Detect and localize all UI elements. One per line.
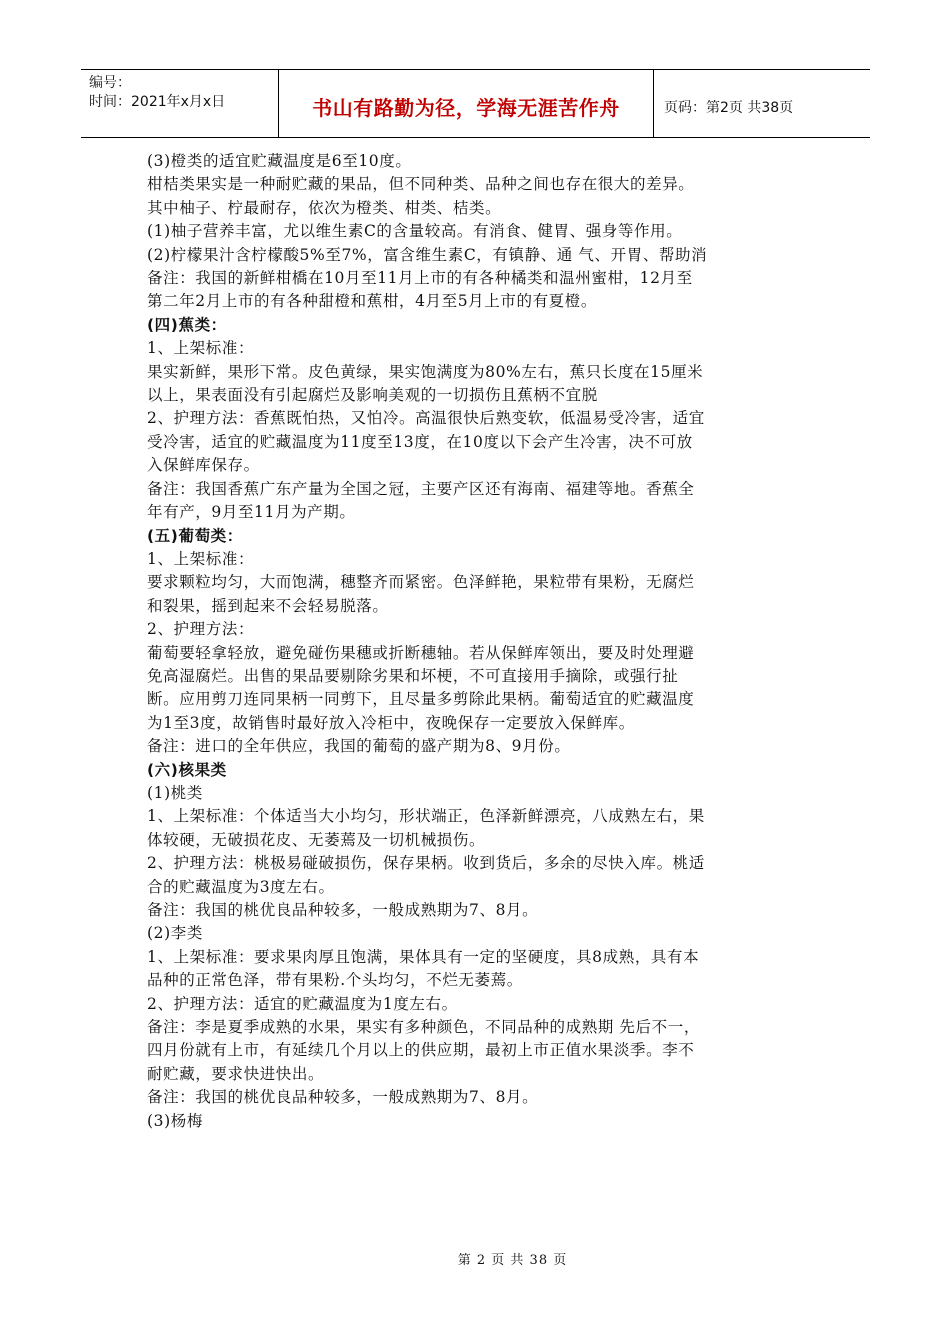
text-line: 耐贮藏，要求快进快出。 (147, 1064, 325, 1083)
text-line: 柑桔类果实是一种耐贮藏的果品，但不同种类、品种之间也存在很大的差异。 (147, 175, 695, 194)
text-line: (2)柠檬果汁含柠檬酸5%至7%，富含维生素C，有镇静、通 气、开胃、帮助消 (147, 245, 708, 264)
text-line: 免高湿腐烂。出售的果品要剔除劣果和坏梗，不可直接用手摘除，或强行扯 (147, 666, 679, 685)
text-line: 和裂果，摇到起来不会轻易脱落。 (147, 596, 389, 615)
text-line: 以上，果表面没有引起腐烂及影响美观的一切损伤且蕉柄不宜脱 (147, 386, 598, 405)
document-body (147, 150, 815, 1133)
text-line: (3)杨梅 (147, 1111, 203, 1130)
number-label: 编号： (89, 75, 131, 91)
text-line: 入保鲜库保存。 (147, 456, 260, 475)
section-heading: (四)蕉类： (147, 315, 227, 334)
time-label: 时间：2021年x月x日 (89, 94, 226, 110)
header-page-info: 页码：第2页 共38页 (664, 99, 794, 116)
text-line: 2、护理方法：桃极易碰破损伤，保存果柄。收到货后，多余的尽快入库。桃适 (147, 854, 705, 873)
section-heading: (六)核果类 (147, 760, 227, 779)
text-line: 备注：我国香蕉广东产量为全国之冠，主要产区还有海南、福建等地。香蕉全 (147, 479, 695, 498)
text-line: 备注：我国的桃优良品种较多，一般成熟期为7、8月。 (147, 1088, 539, 1107)
text-line: 1、上架标准：要求果肉厚且饱满，果体具有一定的坚硬度，具8成熟，具有本 (147, 947, 700, 966)
text-line: 葡萄要轻拿轻放，避免碰伤果穗或折断穗轴。若从保鲜库领出，要及时处理避 (147, 643, 695, 662)
text-line: 品种的正常色泽，带有果粉.个头均匀，不烂无萎蔫。 (147, 971, 523, 990)
text-line: 2、护理方法：适宜的贮藏温度为1度左右。 (147, 994, 458, 1013)
text-line: 1、上架标准： (147, 339, 255, 358)
header-motto-cell (279, 70, 654, 137)
text-line: 2、护理方法：香蕉既怕热，又怕冷。高温很快后熟变软，低温易受冷害，适宜 (147, 409, 705, 428)
text-line: (3)橙类的适宜贮藏温度是6至10度。 (147, 152, 412, 170)
page-header (81, 69, 870, 138)
header-meta (81, 70, 279, 137)
text-line: 合的贮藏温度为3度左右。 (147, 877, 335, 896)
header-motto: 书山有路勤为径，学海无涯苦作舟 (312, 96, 620, 120)
text-line: 断。应用剪刀连同果柄一同剪下，且尽量多剪除此果柄。葡萄适宜的贮藏温度 (147, 690, 695, 709)
text-line: 备注：我国的桃优良品种较多，一般成熟期为7、8月。 (147, 901, 539, 919)
text-line: 为1至3度，故销售时最好放入冷柜中，夜晚保存一定要放入保鲜库。 (147, 713, 635, 732)
text-line: (2)李类 (147, 924, 203, 943)
page-footer: 第 2 页 共 38 页 (457, 1253, 568, 1268)
text-line: 1、上架标准： (147, 549, 255, 568)
text-line: 受冷害，适宜的贮藏温度为11度至13度，在10度以下会产生冷害，决不可放 (147, 432, 693, 451)
text-line: 第二年2月上市的有各种甜橙和蕉柑，4月至5月上市的有夏橙。 (147, 292, 597, 311)
text-line: 备注：我国的新鲜柑橋在10月至11月上市的有各种橘类和温州蜜柑，12月至 (147, 269, 693, 288)
text-line: 体较硬，无破损花皮、无萎蔫及一切机械损伤。 (147, 830, 486, 849)
text-line: (1)柚子营养丰富，尤以维生素C的含量较高。有消食、健胃、强身等作用。 (147, 222, 683, 241)
text-line: 备注：李是夏季成熟的水果，果实有多种颜色，不同品种的成熟期 先后不一， (147, 1018, 700, 1037)
text-line: 备注：进口的全年供应，我国的葡萄的盛产期为8、9月份。 (147, 737, 571, 756)
text-line: (1)桃类 (147, 783, 203, 802)
text-line: 四月份就有上市，有延续几个月以上的供应期，最初上市正值水果淡季。李不 (147, 1041, 695, 1060)
text-line: 果实新鲜，果形下常。皮色黄绿，果实饱满度为80%左右，蕉只长度在15厘米 (147, 362, 704, 381)
text-line: 要求颗粒均匀，大而饱满，穗整齐而紧密。色泽鲜艳，果粒带有果粉，无腐烂 (147, 573, 695, 592)
section-heading: (五)葡萄类： (147, 526, 243, 545)
text-line: 1、上架标准：个体适当大小均匀，形状端正，色泽新鲜漂亮，八成熟左右，果 (147, 807, 705, 826)
text-line: 2、护理方法： (147, 620, 255, 639)
text-line: 其中柚子、柠最耐存，依次为橙类、柑类、桔类。 (147, 198, 502, 217)
text-line: 年有产，9月至11月为产期。 (147, 503, 356, 522)
